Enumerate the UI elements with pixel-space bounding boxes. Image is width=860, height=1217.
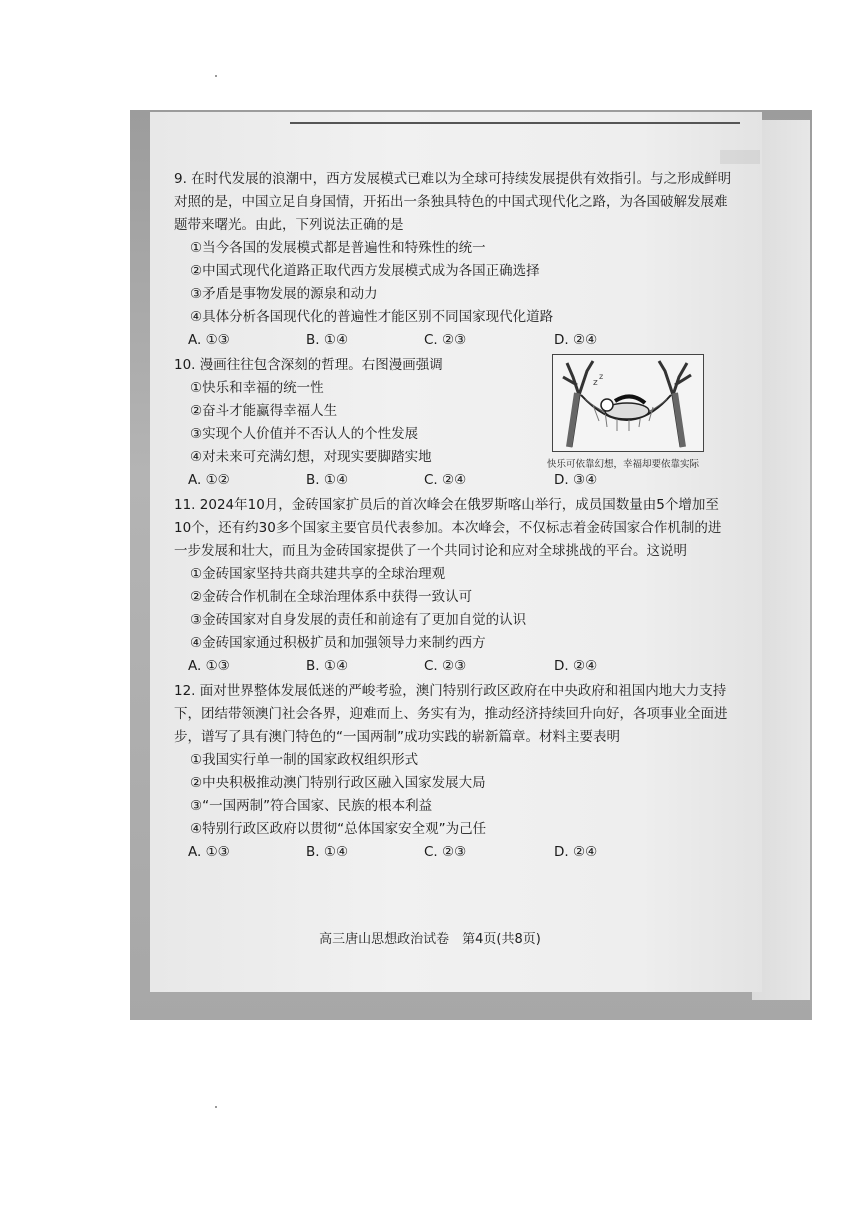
choice-b: B. ①④: [306, 472, 349, 488]
option: ④对未来可充满幻想，对现实要脚踏实地: [190, 449, 432, 465]
question-12: [174, 680, 734, 864]
option: ①当今各国的发展模式都是普遍性和特殊性的统一: [190, 240, 486, 256]
page-footer: 高三唐山思想政治试卷 第4页(共8页): [319, 932, 541, 947]
choice-b: B. ①④: [306, 844, 349, 860]
cartoon-illustration: [552, 354, 704, 452]
svg-text:z: z: [593, 378, 598, 388]
choice-d: D. ②④: [554, 332, 598, 348]
question-stem: 12. 面对世界整体发展低迷的严峻考验，澳门特别行政区政府在中央政府和祖国内地大力支持下，团结带领澳门社会各界，迎难而上、务实有为，推动经济持续回升向好，各项事业全面进步，谱写了具有澳门特色的“一国两制”成功实践的崭新篇章。材料主要表明: [174, 683, 728, 745]
option: ③矛盾是事物发展的源泉和动力: [190, 286, 378, 302]
choice-c: C. ②④: [424, 472, 467, 488]
choice-a: A. ①③: [188, 332, 230, 348]
top-table-edge: [290, 112, 740, 124]
choice-c: C. ②③: [424, 332, 467, 348]
option: ②奋斗才能赢得幸福人生: [190, 403, 338, 419]
option: ①金砖国家坚持共商共建共享的全球治理观: [190, 566, 446, 582]
cartoon-caption: 快乐可依靠幻想，幸福却要依靠实际: [547, 459, 700, 470]
option: ②金砖合作机制在全球治理体系中获得一致认可: [190, 589, 473, 605]
question-list: [174, 168, 734, 864]
option: ④金砖国家通过积极扩员和加强领导力来制约西方: [190, 635, 486, 651]
option: ②中国式现代化道路正取代西方发展模式成为各国正确选择: [190, 263, 540, 279]
question-stem: 10. 漫画往往包含深刻的哲理。右图漫画强调: [174, 357, 443, 373]
choice-d: D. ③④: [554, 472, 598, 488]
question-9: [174, 168, 734, 352]
choice-a: A. ①③: [188, 658, 230, 674]
option: ④具体分析各国现代化的普遍性才能区别不同国家现代化道路: [190, 309, 554, 325]
question-stem: 9. 在时代发展的浪潮中，西方发展模式已难以为全球可持续发展提供有效指引。与之形成鲜明对照的是，中国立足自身国情，开拓出一条独具特色的中国式现代化之路，为各国破解发展难题带来曙光。由此，下列说法正确的是: [174, 171, 732, 233]
option: ①快乐和幸福的统一性: [190, 380, 324, 396]
answer-choices: [174, 841, 734, 864]
choice-b: B. ①④: [306, 658, 349, 674]
hammock-cartoon-drawing: [553, 355, 703, 451]
answer-choices: [174, 469, 734, 492]
choice-a: A. ①③: [188, 844, 230, 860]
question-11: [174, 494, 734, 678]
option: ④特别行政区政府以贯彻“总体国家安全观”为己任: [190, 821, 487, 837]
choice-d: D. ②④: [554, 658, 598, 674]
choice-c: C. ②③: [424, 844, 467, 860]
question-stem: 11. 2024年10月，金砖国家扩员后的首次峰会在俄罗斯喀山举行，成员国数量由5个增加至10个，还有约30多个国家主要官员代表参加。本次峰会，不仅标志着金砖国家合作机制的进一步发展和壮大，而且为金砖国家提供了一个共同讨论和应对全球挑战的平台。这说明: [174, 497, 722, 559]
choice-c: C. ②③: [424, 658, 467, 674]
svg-text:z: z: [599, 372, 604, 381]
scan-speck: [215, 1106, 217, 1108]
bleed-through-mark: [720, 150, 760, 164]
scan-speck: [215, 75, 217, 77]
choice-b: B. ①④: [306, 332, 349, 348]
option: ③金砖国家对自身发展的责任和前途有了更加自觉的认识: [190, 612, 527, 628]
option: ③实现个人价值并不否认人的个性发展: [190, 426, 419, 442]
answer-choices: [174, 655, 734, 678]
choice-d: D. ②④: [554, 844, 598, 860]
answer-choices: [174, 329, 734, 352]
option: ①我国实行单一制的国家政权组织形式: [190, 752, 419, 768]
choice-a: A. ①②: [188, 472, 230, 488]
option: ③“一国两制”符合国家、民族的根本利益: [190, 798, 433, 814]
option: ②中央积极推动澳门特别行政区融入国家发展大局: [190, 775, 486, 791]
